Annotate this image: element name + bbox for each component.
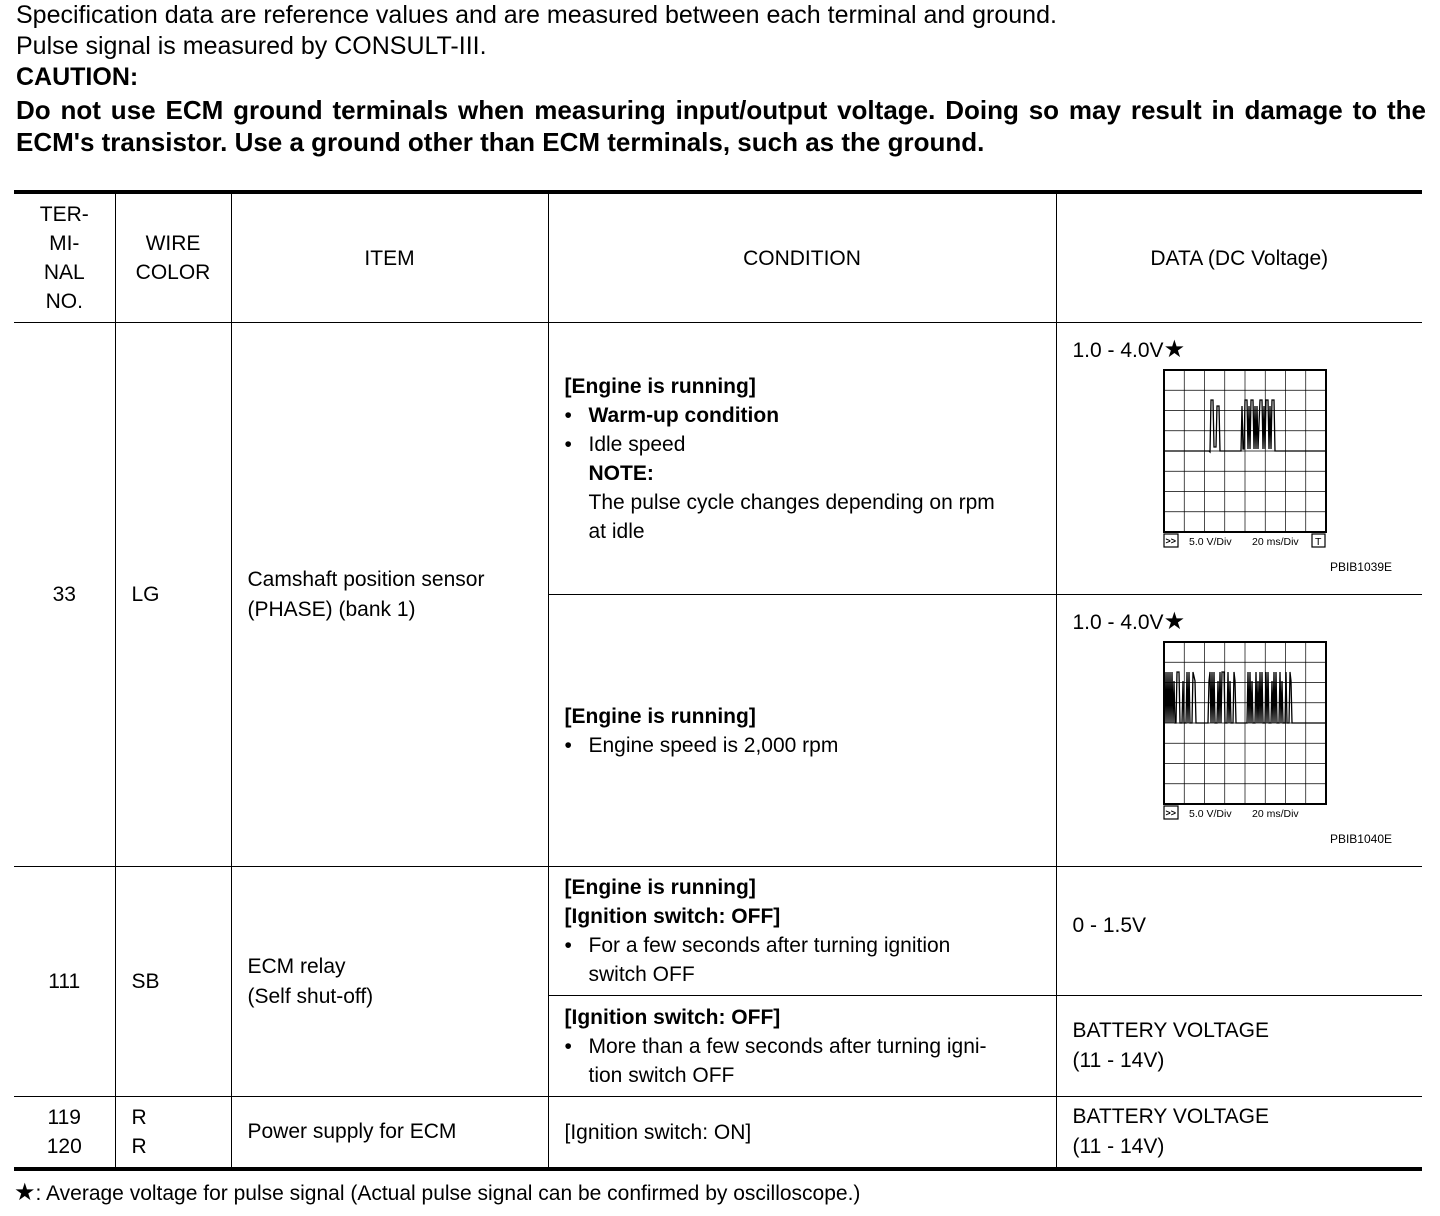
caution-label: CAUTION: [16,63,139,91]
condition-cell [548,996,1056,1097]
condition-bullet [565,1032,1042,1090]
condition-text [589,931,951,989]
data-line: BATTERY VOLTAGE [1072,1105,1269,1128]
terminal-no: 120 [46,1135,82,1158]
condition-bullet [565,430,1042,459]
header-terminal-line: NO. [45,290,83,313]
bullet-icon: • [564,432,572,456]
scope-arrow-icon: >> [1165,808,1176,818]
header-terminal-line: MI- [49,232,80,255]
condition-line: switch OFF [588,963,695,986]
header-wire-line: WIRE [145,232,201,255]
data-value [1073,335,1186,366]
condition-text [589,1032,987,1090]
data-value-text: 1.0 - 4.0V [1072,339,1164,362]
table-row [14,867,1422,996]
condition-bullet [565,931,1042,989]
wire-color-cell: SB [115,867,231,1097]
terminal-no: 119 [47,1106,81,1129]
spec-note: Specification data are reference values and are measured between each terminal and ground. [16,1,1057,29]
scope-time-scale: 20 ms/Div [1251,808,1299,820]
item-line: (Self shut-off) [247,984,374,1008]
terminal-no-cell: 111 [14,867,115,1097]
condition-cell [548,867,1056,996]
condition-header: [Engine is running] [564,876,756,899]
oscilloscope-waveform-2000rpm [1163,641,1329,821]
wire-color-cell [115,1097,231,1170]
header-terminal-no [14,192,115,323]
oscilloscope-waveform-idle [1163,369,1329,549]
header-item: ITEM [231,192,548,323]
data-cell [1056,323,1422,595]
data-cell: 0 - 1.5V [1056,867,1422,996]
data-cell [1056,595,1422,867]
footnote [14,1178,860,1209]
star-icon: ★ [1163,608,1186,635]
condition-header: [Ignition switch: OFF] [564,1005,781,1029]
footnote-text: : Average voltage for pulse signal (Actual pulse signal can be confirmed by oscilloscope.) [35,1182,861,1205]
pulse-note: Pulse signal is measured by CONSULT-III. [16,32,487,60]
star-icon: ★ [1163,336,1186,363]
bullet-icon: • [564,934,572,957]
header-condition: CONDITION [548,192,1056,323]
condition-bullet [565,731,1042,760]
terminal-spec-table [14,190,1422,1171]
condition-cell [548,323,1056,595]
bullet-icon: • [564,733,572,757]
scope-trigger-marker: T [1314,536,1321,548]
terminal-no-cell: 33 [14,323,115,867]
condition-text: Idle speed [588,432,686,456]
table-row [14,1097,1422,1170]
scope-volt-scale: 5.0 V/Div [1188,808,1232,820]
item-line: Camshaft position sensor [247,567,485,591]
condition-header: [Engine is running] [564,374,756,398]
data-cell [1056,1097,1422,1170]
figure-code: PBIB1039E [1329,560,1392,574]
data-value [1073,607,1186,638]
scope-time-scale: 20 ms/Div [1251,536,1299,548]
item-cell [231,867,548,1097]
condition-cell [548,595,1056,867]
condition-line: For a few seconds after turning ignition [588,934,951,957]
condition-header: [Engine is running] [564,704,756,728]
header-wire-line: COLOR [135,261,211,284]
note-label: NOTE: [588,461,654,485]
header-terminal-line: TER- [39,203,89,226]
note-text: at idle [588,519,645,543]
condition-cell: [Ignition switch: ON] [548,1097,1056,1170]
star-icon: ★ [14,1179,36,1206]
scope-arrow-icon: >> [1165,536,1176,546]
terminal-no-cell [14,1097,115,1170]
intro-text [16,0,1426,158]
item-cell: Power supply for ECM [231,1097,548,1170]
condition-text: Warm-up condition [588,403,780,427]
condition-line: More than a few seconds after turning igni- [588,1034,987,1058]
item-line: (PHASE) (bank 1) [247,597,416,621]
bullet-icon: • [564,403,572,427]
figure-code: PBIB1040E [1329,832,1392,846]
bullet-icon: • [564,1034,572,1058]
header-terminal-line: NAL [43,261,85,284]
caution-text: Do not use ECM ground terminals when measuring input/output voltage. Doing so may result in damage to the ECM's transistor. Use a ground other than ECM terminals, such as the ground. [16,95,1426,157]
note-text: The pulse cycle changes depending on rpm [588,490,995,514]
wire-color-cell: LG [115,323,231,867]
table-row [14,323,1422,595]
condition-line: tion switch OFF [588,1063,735,1087]
data-line: (11 - 14V) [1072,1049,1165,1072]
header-wire-color [115,192,231,323]
condition-text: Engine speed is 2,000 rpm [588,733,839,757]
header-data: DATA (DC Voltage) [1056,192,1422,323]
condition-header: [Ignition switch: OFF] [564,905,781,928]
data-value-text: 1.0 - 4.0V [1072,611,1164,634]
item-line: ECM relay [247,954,346,978]
wire-color: R [131,1135,147,1158]
item-cell [231,323,548,867]
data-cell [1056,996,1422,1097]
condition-bullet [565,401,1042,430]
wire-color: R [131,1106,147,1129]
data-line: (11 - 14V) [1072,1135,1165,1158]
data-line: BATTERY VOLTAGE [1072,1019,1269,1042]
scope-volt-scale: 5.0 V/Div [1188,536,1232,548]
